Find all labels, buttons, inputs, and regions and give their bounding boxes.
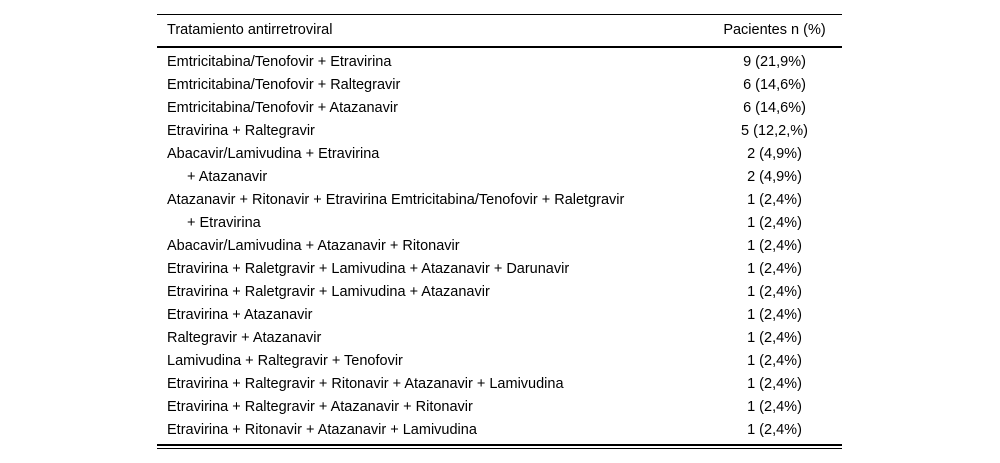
treatment-cell: + Atazanavir: [187, 169, 268, 185]
treatment-cell: Etravirina + Raletgravir + Lamivudina + Atazanavir + Darunavir: [167, 261, 570, 277]
treatment-cell: Emtricitabina/Tenofovir + Etravirina: [167, 54, 392, 70]
treatment-cell: Emtricitabina/Tenofovir + Raltegravir: [167, 77, 401, 93]
table-row: [157, 212, 842, 235]
patients-cell: 1 (2,4%): [747, 307, 802, 323]
patients-cell: 1 (2,4%): [747, 284, 802, 300]
table-row: [157, 350, 842, 373]
patients-cell: 2 (4,9%): [747, 146, 802, 162]
treatment-cell: Emtricitabina/Tenofovir + Atazanavir: [167, 100, 398, 116]
table-row: [157, 327, 842, 350]
treatment-cell: Atazanavir + Ritonavir + Etravirina Emtricitabina/Tenofovir + Raletgravir: [167, 192, 625, 208]
table-row: [157, 120, 842, 143]
patients-cell: 1 (2,4%): [747, 215, 802, 231]
patients-cell: 1 (2,4%): [747, 261, 802, 277]
table-bottom-rule: [157, 444, 842, 449]
treatment-cell: Etravirina + Raltegravir + Atazanavir + Ritonavir: [167, 399, 473, 415]
patients-cell: 6 (14,6%): [743, 100, 806, 116]
patients-cell: 1 (2,4%): [747, 376, 802, 392]
treatment-table: [157, 14, 842, 449]
table-row: [157, 235, 842, 258]
table-row: [157, 258, 842, 281]
table-row: [157, 143, 842, 166]
table-header-row: [157, 15, 842, 46]
table-row: [157, 189, 842, 212]
patients-cell: 1 (2,4%): [747, 422, 802, 438]
table-row: [157, 51, 842, 74]
treatment-cell: Etravirina + Ritonavir + Atazanavir + Lamivudina: [167, 422, 477, 438]
table-body: [157, 48, 842, 442]
patients-cell: 1 (2,4%): [747, 399, 802, 415]
treatment-cell: + Etravirina: [187, 215, 261, 231]
patients-cell: 1 (2,4%): [747, 330, 802, 346]
table-row: [157, 304, 842, 327]
patients-cell: 6 (14,6%): [743, 77, 806, 93]
patients-cell: 2 (4,9%): [747, 169, 802, 185]
table-row: [157, 281, 842, 304]
table-row: [157, 419, 842, 442]
patients-cell: 9 (21,9%): [743, 54, 806, 70]
treatment-cell: Etravirina + Raltegravir + Ritonavir + Atazanavir + Lamivudina: [167, 376, 564, 392]
treatment-cell: Lamivudina + Raltegravir + Tenofovir: [167, 353, 403, 369]
table-row: [157, 373, 842, 396]
patients-cell: 1 (2,4%): [747, 192, 802, 208]
table-row: [157, 97, 842, 120]
table-row: [157, 396, 842, 419]
treatment-cell: Etravirina + Raletgravir + Lamivudina + Atazanavir: [167, 284, 490, 300]
treatment-cell: Etravirina + Raltegravir: [167, 123, 315, 139]
patients-cell: 1 (2,4%): [747, 353, 802, 369]
table-row: [157, 74, 842, 97]
header-patients: Pacientes n (%): [723, 22, 826, 38]
patients-cell: 1 (2,4%): [747, 238, 802, 254]
table-row: [157, 166, 842, 189]
treatment-cell: Raltegravir + Atazanavir: [167, 330, 322, 346]
treatment-cell: Etravirina + Atazanavir: [167, 307, 313, 323]
patients-cell: 5 (12,2,%): [741, 123, 808, 139]
treatment-cell: Abacavir/Lamivudina + Atazanavir + Ritonavir: [167, 238, 460, 254]
treatment-cell: Abacavir/Lamivudina + Etravirina: [167, 146, 380, 162]
header-treatment: Tratamiento antirretroviral: [167, 22, 333, 38]
